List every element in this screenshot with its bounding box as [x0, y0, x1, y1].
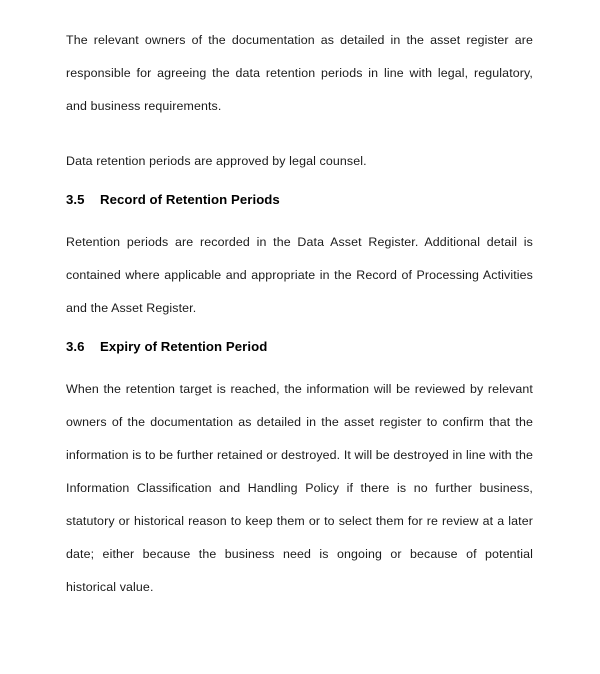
paragraph-retention-target-reached: When the retention target is reached, the information will be reviewed by relevant owners of the documentation as detailed in the asset register to confirm that the information is to be further retained or destroyed. It will be destroyed in line with the Information Classification and Handling Policy if there is no further business, statutory or historical reason to keep them or to select them for re review at a later date; either because the business need is ongoing or because of potential historical value. — [66, 382, 533, 594]
heading-title: Expiry of Retention Period — [100, 339, 268, 354]
heading-spacer-top — [66, 178, 533, 190]
paragraph-owners-responsibility: The relevant owners of the documentation as detailed in the asset register are responsible for agreeing the data retention periods in line with legal, regulatory, and business requirements. — [66, 33, 533, 113]
heading-spacer-bottom — [66, 357, 533, 373]
heading-number: 3.5 — [66, 192, 85, 207]
heading-spacer-top — [66, 325, 533, 337]
page-bottom-whitespace — [66, 604, 533, 674]
heading-record-of-retention-periods — [66, 190, 533, 210]
paragraph-legal-counsel-approval: Data retention periods are approved by legal counsel. — [66, 154, 367, 168]
heading-spacer-bottom — [66, 210, 533, 226]
heading-expiry-of-retention-period — [66, 337, 533, 357]
paragraph-spacer — [66, 123, 533, 145]
document-body — [66, 24, 533, 674]
heading-number: 3.6 — [66, 339, 85, 354]
paragraph-retention-periods-recorded: Retention periods are recorded in the Data Asset Register. Additional detail is contained where applicable and appropriate in the Record of Processing Activities and the Asset Register. — [66, 235, 533, 315]
heading-title: Record of Retention Periods — [100, 192, 280, 207]
